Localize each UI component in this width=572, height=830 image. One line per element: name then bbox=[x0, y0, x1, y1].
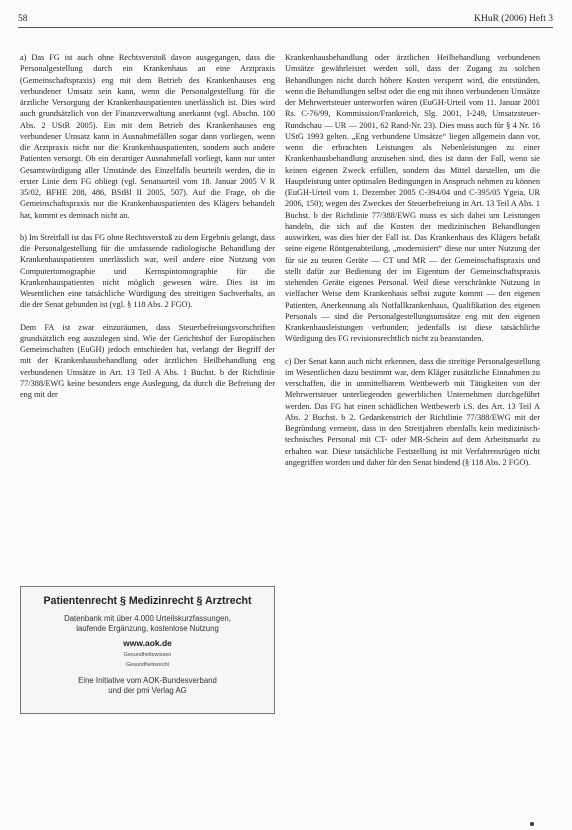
ad-title: Patientenrecht § Medizinrecht § Arztrecht bbox=[43, 595, 252, 607]
paragraph-a: a) Das FG ist auch ohne Rechtsverstoß davon ausgegangen, dass die Personalgestellung durch ein Krankenhaus an eine Arztpraxis (Gemeinschaftspraxis) eng mit dem Betrieb des Krankenhauses eng verbundener Umsatz sein kann, wenn die Personalgestellung für die ärztliche Versorgung der Krankenhauspatienten unerlässlich ist. Dies wird auch grundsätzlich von der Finanzverwaltung anerkannt (vgl. Abschn. 100 Abs. 2 UStR 2005). Ein mit dem Betrieb des Krankenhauses eng verbundener Umsatz kann in Ausnahmefällen sogar dann vorliegen, wenn die Arztpraxis nicht nur die Krankenhauspatienten, sondern auch andere Patienten versorgt. Ob ein derartiger Ausnahmefall vorliegt, kann nur unter Gesamtwürdigung aller Umstände des Einzelfalls beurteilt werden, die in erster Linie dem FG obliegt (vgl. Senatsurteil vom 18. Januar 2005 V R 35/02, BFHE 208, 486, BStBl II 2005, 507). Auf die Frage, ob die Gemeinschaftspraxis nur die Krankenhauspatienten des Klägers behandelt hat, kommt es demnach nicht an. bbox=[20, 53, 275, 220]
header-rule bbox=[18, 27, 553, 28]
ad-line-2: laufende Ergänzung, kostenlose Nutzung bbox=[76, 624, 219, 633]
ad-url-link[interactable]: www.aok.de bbox=[123, 638, 172, 648]
ad-footer-2: und der pmi Verlag AG bbox=[108, 686, 187, 695]
journal-title: KHuR (2006) Heft 3 bbox=[474, 14, 553, 24]
ad-label-bottom: Gesundheitsrecht bbox=[125, 662, 170, 668]
end-mark bbox=[530, 822, 534, 826]
paragraph-b: b) Im Streitfall ist das FG ohne Rechtsverstoß zu dem Ergebnis gelangt, dass die Personalgestellung für die umfassende radiologische Behandlung der Krankenhauspatienten unerlässlich war, weil andere eine Nutzung von Computertomographie und Kernspintomographie für die Krankenhauspatienten nicht möglich gewesen wäre. Dies ist im Wesentlichen eine tatsächliche Würdigung des streitigen Sachverhalts, an die der Senat gebunden ist (vgl. § 118 Abs. 2 FGO). bbox=[20, 232, 275, 310]
ad-line-1: Datenbank mit über 4.000 Urteilskurzfassungen, bbox=[64, 614, 231, 623]
ad-label-top: Gesundheitswissen bbox=[123, 652, 172, 658]
left-column bbox=[20, 52, 275, 411]
right-column bbox=[285, 52, 540, 479]
advertisement-box bbox=[20, 586, 275, 714]
paragraph-fa: Dem FA ist zwar einzuräumen, dass Steuerbefreiungsvorschriften grundsätzlich eng auszulegen sind. Wie der Gerichtshof der Europäischen Gemeinschaften (EuGH) jedoch entschieden hat, verlangt der Begriff der mit der Krankenhausbehandlung oder ärztlichen Heilbehandlung eng verbundenen Umsätze in Art. 13 Teil A Abs. 1 Buchst. b der Richtlinie 77/388/EWG keine besonders enge Auslegung, da durch die Befreiung der eng mit der bbox=[20, 322, 275, 399]
paragraph-c: c) Der Senat kann auch nicht erkennen, dass die streitige Personalgestellung im Wesentlichen dazu bestimmt war, dem Kläger zusätzliche Einnahmen zu verschaffen, die in unmittelbarem Wettbewerb mit Tätigkeiten von der Mehrwertsteuer unterliegenden gewerblichen Unternehmen durchgeführt werden. Das FG hat einen schädlichen Wettbewerb i.S. des Art. 13 Teil A Abs. 2 Buchst. b 2. Gedankenstrich der Richtlinie 77/388/EWG mit der Begründung verneint, dass in den Streitjahren ebenfalls kein medizinisch-technisches Personal mit CT- oder MR-Schein auf dem Arbeitsmarkt zu erhalten war. Diese tatsächliche Feststellung ist mit Verfahrensrügen nicht angegriffen worden und daher für den Senat bindend (§ 118 Abs. 2 FGO). bbox=[285, 356, 540, 467]
ad-footer-1: Eine Initiative vom AOK-Bundesverband bbox=[78, 676, 217, 685]
page-number: 58 bbox=[18, 14, 28, 24]
paragraph-continuation: Krankenhausbehandlung oder ärztlichen Heilbehandlung verbundenen Umsätze gewährleistet werden soll, dass der Zugang zu solchen Behandlungen nicht durch höhere Kosten versperrt wird, die entstünden, wenn die Behandlungen selbst oder die eng mit ihnen verbundenen Umsätze der Mehrwertsteuer unterworfen wären (EuGH-Urteil vom 11. Januar 2001 Rs. C-76/99, Kommission/Frankreich, Slg. 2001, I-249, Umsatzsteuer-Rundschau — UR — 2001, 62 Rand-Nr. 23). Dies muss auch für § 4 Nr. 16 UStG 1993 gelten. „Eng verbundene Umsätze“ liegen allgemein dann vor, wenn die erbrachten Leistungen als Nebenleistungen zu einer Krankenhausbehandlung anzusehen sind, dies ist dann der Fall, wenn sie keinen eigenen Zweck erfüllen, sondern das Mittel darstellen, um die Hauptleistung unter optimalen Bedingungen in Anspruch nehmen zu können (EuGH-Urteil vom 1. Dezember 2005 C-394/04 und C-395/05 Ygeia, UR 2006, 150); wegen des Zweckes der Steuerbefreiung in Art. 13 Teil A Abs. 1 Buchst. b der Richtlinie 77/388/EWG muss es sich dabei um Leistungen handeln, die sich auf die Kosten der medizinischen Behandlungen auswirken, was dies hier der Fall ist. Das Krankenhaus des Klägers befaßt seine eigene Röntgenabteilung, „modernisiert“ diese nur unter Nutzung der für sie zu teuren Geräte — CT und MR — der Gemeinschaftspraxis und stellt dafür zur Bedienung der im Eigentum der Gemeinschaftspraxis stehenden Geräte eigenes Personal. Weil diese verschränkte Nutzung in vielfacher Weise dem Krankenhaus selbst zugute kommt — den eigenen Patienten, Anerkennung als Notfallkrankenhaus, Qualifikation des eigenen Personals — sind die Personalgestellungsumsätze eng mit den eigenen Krankenhausleistungen verbunden; jedenfalls ist diese tatsächliche Würdigung des FG revisionsrechtlich nicht zu beanstanden. bbox=[285, 53, 540, 344]
